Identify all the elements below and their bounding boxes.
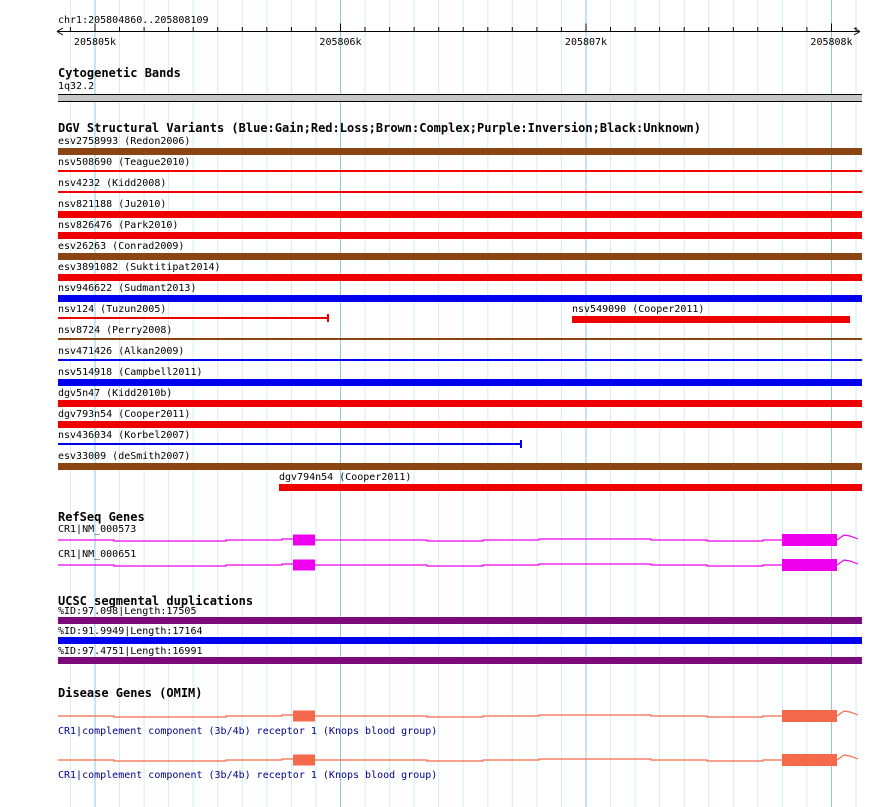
omim-gene-model-tail xyxy=(837,711,858,716)
dgv-title: DGV Structural Variants (Blue:Gain;Red:Loss;Brown:Complex;Purple:Inversion;Black:Unknown) xyxy=(58,121,701,135)
variant-label[interactable]: nsv8724 (Perry2008) xyxy=(58,325,173,336)
variant-bar[interactable] xyxy=(58,421,862,428)
variant-label[interactable]: esv2758993 (Redon2006) xyxy=(58,136,191,147)
variant-label[interactable]: nsv508690 (Teague2010) xyxy=(58,157,191,168)
segdup-bar[interactable] xyxy=(58,657,862,664)
gene-model-tail xyxy=(837,560,858,565)
variant-line[interactable] xyxy=(58,191,862,193)
omim-gene-label[interactable]: CR1|complement component (3b/4b) receptor 1 (Knops blood group) xyxy=(58,726,438,737)
cytoband-title: Cytogenetic Bands xyxy=(58,66,181,80)
variant-line[interactable] xyxy=(58,317,328,319)
gene-model-exon[interactable] xyxy=(293,535,315,546)
ruler-tick-label: 205807k xyxy=(564,37,608,48)
segdup-label[interactable]: %ID:91.9949|Length:17164 xyxy=(58,626,203,637)
region-label: chr1:205804860..205808109 xyxy=(58,15,209,26)
ruler-tick-label: 205808k xyxy=(810,37,853,48)
variant-label[interactable]: nsv124 (Tuzun2005) xyxy=(58,304,167,315)
variant-line[interactable] xyxy=(58,443,521,445)
variant-bar[interactable] xyxy=(58,400,862,407)
variant-line[interactable] xyxy=(58,338,862,340)
gene-model-tail xyxy=(837,535,858,540)
omim-gene-label[interactable]: CR1|complement component (3b/4b) receptor 1 (Knops blood group) xyxy=(58,770,438,781)
variant-label[interactable]: esv26263 (Conrad2009) xyxy=(58,241,185,252)
gene-label[interactable]: CR1|NM_000573 xyxy=(58,524,137,535)
variant-bar[interactable] xyxy=(58,211,862,218)
omim-gene-model-exon[interactable] xyxy=(293,711,315,722)
ruler-tick-label: 205805k xyxy=(73,37,117,48)
segdup-label[interactable]: %ID:97.098|Length:17505 xyxy=(58,606,197,617)
omim-gene-model-exon[interactable] xyxy=(782,710,837,722)
variant-bar[interactable] xyxy=(58,232,862,239)
omim-gene-model-tail xyxy=(837,755,858,760)
variant-label[interactable]: nsv436034 (Korbel2007) xyxy=(58,430,191,441)
omim-gene-model-line xyxy=(58,715,782,717)
cytoband-name[interactable]: 1q32.2 xyxy=(58,81,95,92)
gene-model-exon[interactable] xyxy=(782,534,837,546)
variant-label[interactable]: nsv946622 (Sudmant2013) xyxy=(58,283,197,294)
variant-bar[interactable] xyxy=(279,484,862,491)
gene-model[interactable] xyxy=(0,555,890,575)
variant-label[interactable]: dgv5n47 (Kidd2010b) xyxy=(58,388,173,399)
variant-end-tick[interactable] xyxy=(327,314,329,322)
variant-label[interactable]: dgv794n54 (Cooper2011) xyxy=(279,472,412,483)
variant-label[interactable]: nsv826476 (Park2010) xyxy=(58,220,179,231)
variant-bar[interactable] xyxy=(572,316,850,323)
refseq-title: RefSeq Genes xyxy=(58,510,145,524)
variant-label[interactable]: nsv514918 (Campbell2011) xyxy=(58,367,203,378)
gene-model-exon[interactable] xyxy=(782,559,837,571)
gene-model-line xyxy=(58,564,782,566)
variant-bar[interactable] xyxy=(58,295,862,302)
gene-label[interactable]: CR1|NM_000651 xyxy=(58,549,137,560)
omim-gene-model-exon[interactable] xyxy=(782,754,837,766)
variant-label[interactable]: esv3891082 (Suktitipat2014) xyxy=(58,262,221,273)
variant-label[interactable]: nsv821188 (Ju2010) xyxy=(58,199,167,210)
variant-bar[interactable] xyxy=(58,379,862,386)
variant-line[interactable] xyxy=(58,359,862,361)
omim-gene-model[interactable] xyxy=(0,706,890,726)
omim-gene-model-exon[interactable] xyxy=(293,755,315,766)
variant-bar[interactable] xyxy=(58,274,862,281)
cytoband-bar[interactable] xyxy=(58,94,862,102)
variant-bar[interactable] xyxy=(58,253,862,260)
variant-line[interactable] xyxy=(58,170,862,172)
segdup-bar[interactable] xyxy=(58,637,862,644)
variant-label[interactable]: nsv471426 (Alkan2009) xyxy=(58,346,185,357)
variant-end-tick[interactable] xyxy=(520,440,522,448)
variant-label[interactable]: nsv549090 (Cooper2011) xyxy=(572,304,705,315)
ruler-tick-label: 205806k xyxy=(319,37,362,48)
variant-label[interactable]: esv33009 (deSmith2007) xyxy=(58,451,191,462)
omim-title: Disease Genes (OMIM) xyxy=(58,686,203,700)
gene-model-line xyxy=(58,539,782,541)
variant-label[interactable]: nsv4232 (Kidd2008) xyxy=(58,178,167,189)
segdup-bar[interactable] xyxy=(58,617,862,624)
segdup-title: UCSC segmental duplications xyxy=(58,594,254,608)
variant-label[interactable]: dgv793n54 (Cooper2011) xyxy=(58,409,191,420)
omim-gene-model-line xyxy=(58,759,782,761)
variant-bar[interactable] xyxy=(58,463,862,470)
gene-model-exon[interactable] xyxy=(293,560,315,571)
gene-model[interactable] xyxy=(0,530,890,550)
variant-bar[interactable] xyxy=(58,148,862,155)
omim-gene-model[interactable] xyxy=(0,750,890,770)
segdup-label[interactable]: %ID:97.4751|Length:16991 xyxy=(58,646,203,657)
